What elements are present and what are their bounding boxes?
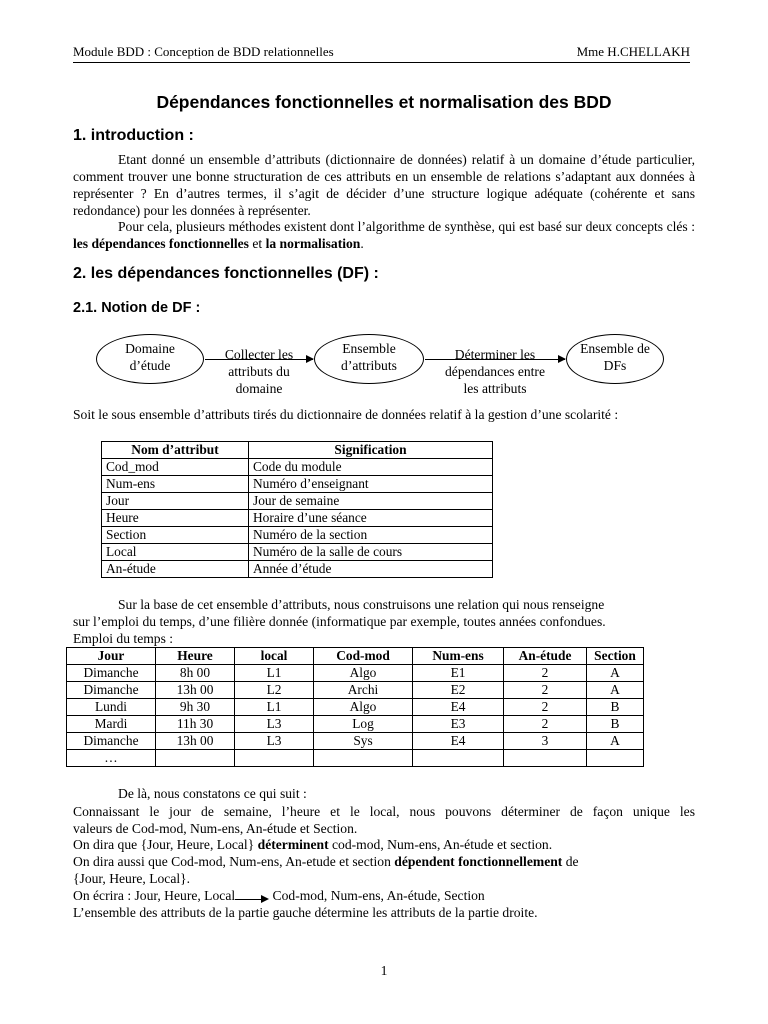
table-row [102, 459, 493, 476]
cell-cod-mod: Algo [314, 699, 413, 716]
cell-num-ens: E4 [413, 733, 504, 750]
header-author: Mme H.CHELLAKH [576, 44, 690, 59]
cell-attr-meaning: Numéro de la section [249, 527, 493, 544]
edt-intro-line-1: Sur la base de cet ensemble d’attributs, nous construisons une relation qui nous renseigne [118, 597, 605, 612]
cell-heure: 9h 30 [156, 699, 235, 716]
cell-jour: Dimanche [67, 665, 156, 682]
cell-jour: … [67, 750, 156, 767]
conclusion-line-6: {Jour, Heure, Local}. [73, 871, 191, 886]
table-row [67, 665, 644, 682]
cell-jour: Lundi [67, 699, 156, 716]
cell-local: L1 [235, 699, 314, 716]
header-jour: Jour [67, 648, 156, 665]
header-local: local [235, 648, 314, 665]
df-arrow-icon [235, 892, 269, 902]
cell-heure: 8h 00 [156, 665, 235, 682]
attributes-intro: Soit le sous ensemble d’attributs tirés du dictionnaire de données relatif à la gestion d’une scolarité : [73, 407, 619, 422]
cell-heure: 13h 00 [156, 682, 235, 699]
intro-p2-connector: et [248, 236, 266, 251]
cell-an-etude: 3 [504, 733, 587, 750]
cell-attr-meaning: Horaire d’une séance [249, 510, 493, 527]
document-title: Dépendances fonctionnelles et normalisation des BDD [156, 92, 612, 112]
header-module: Module BDD : Conception de BDD relationnelles [73, 44, 334, 59]
table-row [102, 493, 493, 510]
conclusion-line-3: valeurs de Cod-mod, Num-ens, An-étude et Section. [73, 821, 358, 836]
conclusion-line-8: L’ensemble des attributs de la partie gauche détermine les attributs de la partie droite. [73, 905, 538, 920]
header-signification: Signification [249, 442, 493, 459]
cell-section [587, 750, 644, 767]
section-2-1-heading: 2.1. Notion de DF : [73, 300, 201, 316]
conclusion-line-2: Connaissant le jour de semaine, l’heure et le local, nous pouvons déterminer de façon unique les [73, 804, 695, 819]
conclusion-line-7 [73, 887, 695, 904]
term-dependent-fonctionnellement: dépendent fonctionnellement [394, 854, 563, 869]
node-domaine-line-2: d’étude [129, 358, 171, 373]
cell-num-ens [413, 750, 504, 767]
cell-attr-name: Num-ens [102, 476, 249, 493]
cell-cod-mod: Archi [314, 682, 413, 699]
node-dfs-line-2: DFs [603, 358, 627, 373]
cell-section: B [587, 699, 644, 716]
label-determine-line-3: les attributs [463, 381, 527, 396]
cell-attr-meaning: Numéro d’enseignant [249, 476, 493, 493]
header-num-ens: Num-ens [413, 648, 504, 665]
page-header [73, 42, 690, 63]
diagram-node-dfs [566, 334, 664, 384]
cell-attr-name: Local [102, 544, 249, 561]
cell-section: A [587, 733, 644, 750]
edt-intro-line-2: sur l’emploi du temps, d’une filière donnée (informatique par exemple, toutes années confondues. [73, 614, 606, 629]
conclusion-line-4-c: cod-mod, Num-ens, An-étude et section. [328, 837, 553, 852]
conclusion-line-1: De là, nous constatons ce qui suit : [118, 786, 307, 801]
conclusion-line-7-b: Cod-mod, Num-ens, An-étude, Section [269, 888, 485, 903]
intro-paragraph-1 [73, 151, 695, 219]
conclusion-line-5 [73, 853, 695, 870]
node-attributs-line-2: d’attributs [341, 358, 397, 373]
cell-attr-meaning: Code du module [249, 459, 493, 476]
section-1-heading: 1. introduction : [73, 127, 194, 144]
cell-cod-mod: Sys [314, 733, 413, 750]
diagram-node-domaine [96, 334, 204, 384]
cell-cod-mod: Algo [314, 665, 413, 682]
cell-an-etude: 2 [504, 682, 587, 699]
cell-cod-mod [314, 750, 413, 767]
node-attributs-line-1: Ensemble [342, 341, 396, 356]
term-determinent: déterminent [257, 837, 329, 852]
cell-jour: Dimanche [67, 682, 156, 699]
intro-paragraph-2 [73, 218, 695, 252]
cell-section: A [587, 682, 644, 699]
header-heure: Heure [156, 648, 235, 665]
cell-num-ens: E3 [413, 716, 504, 733]
cell-local: L3 [235, 716, 314, 733]
intro-paragraph-1-text: Etant donné un ensemble d’attributs (dictionnaire de données) relatif à un domaine d’étude particulier, comment trouver une bonne structuration de ces attributs en un ensemble de relations s’adaptant aux données à représenter ? En d’autres termes, il s’agit de décider d’une structure logique adéquate (cohérente et sans redondance) pour les données à représenter. [73, 152, 695, 218]
term-dependances-fonctionnelles: les dépendances fonctionnelles [73, 236, 249, 251]
conclusion-line-5-a: On dira aussi que Cod-mod, Num-ens, An-etude et section [73, 854, 395, 869]
table-row [67, 733, 644, 750]
term-normalisation: la normalisation [265, 236, 361, 251]
cell-num-ens: E4 [413, 699, 504, 716]
table-row [102, 510, 493, 527]
intro-p2-text: Pour cela, plusieurs méthodes existent dont l’algorithme de synthèse, qui est basé sur deux concepts clés : [118, 219, 695, 234]
edt-table-header [67, 648, 644, 665]
header-section: Section [587, 648, 644, 665]
cell-local: L3 [235, 733, 314, 750]
emploi-du-temps-table [66, 647, 644, 767]
header-an-etude: An-étude [504, 648, 587, 665]
table-row [67, 750, 644, 767]
cell-jour: Mardi [67, 716, 156, 733]
cell-an-etude: 2 [504, 699, 587, 716]
page-number: 1 [380, 963, 388, 978]
node-dfs-line-1: Ensemble de [580, 341, 650, 356]
cell-section: A [587, 665, 644, 682]
cell-local: L2 [235, 682, 314, 699]
conclusion-line-5-c: de [562, 854, 579, 869]
diagram-label-collect [208, 346, 310, 397]
cell-an-etude: 2 [504, 665, 587, 682]
attributes-table [101, 441, 493, 578]
conclusion-line-4-a: On dira que {Jour, Heure, Local} [73, 837, 258, 852]
diagram-node-attributs [314, 334, 424, 384]
cell-attr-meaning: Numéro de la salle de cours [249, 544, 493, 561]
label-collect-line-3: domaine [235, 381, 283, 396]
intro-p2-end: . [360, 236, 364, 251]
cell-attr-name: Cod_mod [102, 459, 249, 476]
table-row [67, 682, 644, 699]
cell-attr-meaning: Jour de semaine [249, 493, 493, 510]
cell-attr-meaning: Année d’étude [249, 561, 493, 578]
table-row [67, 699, 644, 716]
label-determine-line-1: Déterminer les [454, 347, 536, 362]
conclusion-line-7-a: On écrira : Jour, Heure, Local [73, 888, 236, 903]
label-collect-line-2: attributs du [228, 364, 290, 379]
table-row [67, 716, 644, 733]
cell-jour: Dimanche [67, 733, 156, 750]
cell-cod-mod: Log [314, 716, 413, 733]
table-row [102, 527, 493, 544]
cell-attr-name: Heure [102, 510, 249, 527]
cell-heure: 13h 00 [156, 733, 235, 750]
attributes-table-header [102, 442, 493, 459]
node-domaine-line-1: Domaine [125, 341, 175, 356]
cell-an-etude: 2 [504, 716, 587, 733]
cell-num-ens: E1 [413, 665, 504, 682]
cell-heure: 11h 30 [156, 716, 235, 733]
table-row [102, 561, 493, 578]
header-cod-mod: Cod-mod [314, 648, 413, 665]
df-process-diagram [90, 330, 690, 400]
cell-section: B [587, 716, 644, 733]
diagram-label-determine [426, 346, 564, 397]
table-row [102, 476, 493, 493]
cell-an-etude [504, 750, 587, 767]
label-collect-line-1: Collecter les [224, 347, 294, 362]
section-2-heading: 2. les dépendances fonctionnelles (DF) : [73, 265, 379, 282]
header-nom-attribut: Nom d’attribut [102, 442, 249, 459]
cell-local [235, 750, 314, 767]
cell-num-ens: E2 [413, 682, 504, 699]
label-determine-line-2: dépendances entre [444, 364, 545, 379]
cell-attr-name: Section [102, 527, 249, 544]
conclusion-line-4 [73, 836, 695, 853]
table-row [102, 544, 493, 561]
edt-intro-line-3: Emploi du temps : [73, 631, 174, 646]
cell-heure [156, 750, 235, 767]
cell-attr-name: Jour [102, 493, 249, 510]
cell-local: L1 [235, 665, 314, 682]
cell-attr-name: An-étude [102, 561, 249, 578]
